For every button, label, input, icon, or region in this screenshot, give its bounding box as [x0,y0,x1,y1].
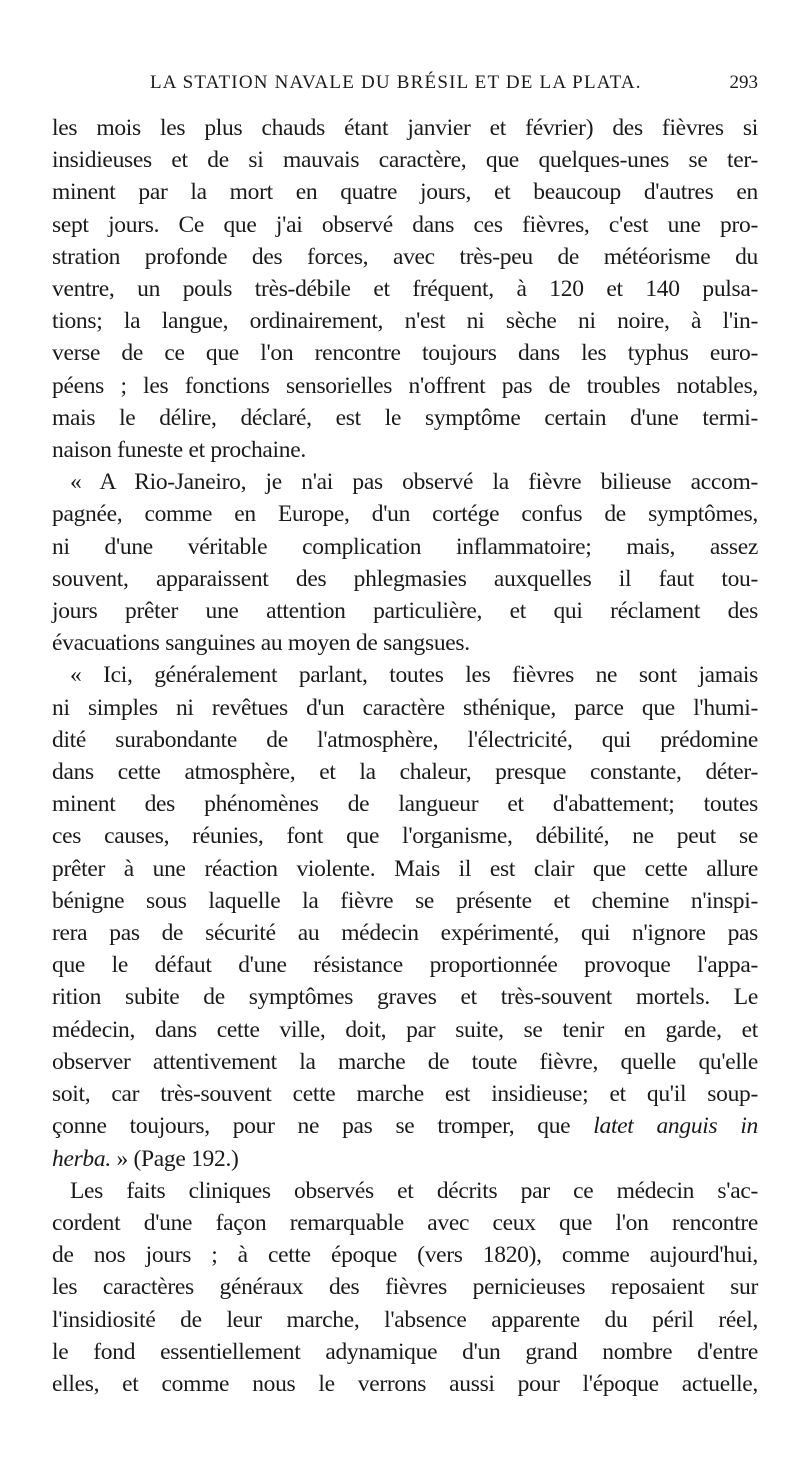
text-line: ni simples ni revêtues d'un caractère sthénique, parce que l'humi- [52,694,758,721]
text-line: « A Rio-Janeiro, je n'ai pas observé la fièvre bilieuse accom- [70,469,758,496]
text-line: prêter à une réaction violente. Mais il est clair que cette allure [52,855,758,882]
text-line [52,1143,758,1175]
paragraph [52,466,758,659]
text-line: mais le délire, déclaré, est le symptôme certain d'une termi- [52,404,758,431]
text-line: péens ; les fonctions sensorielles n'offrent pas de troubles notables, [52,372,758,399]
latin-quote: herba. [52,1145,111,1172]
text-line: que le défaut d'une résistance proportionnée provoque l'appa- [52,952,758,979]
text-line: sept jours. Ce que j'ai observé dans ces fièvres, c'est une pro- [52,211,758,238]
text-line: pagnée, comme en Europe, d'un cortége confus de symptômes, [52,501,758,528]
text-line: les caractères généraux des fièvres pernicieuses reposaient sur [52,1274,758,1301]
text-line: verse de ce que l'on rencontre toujours dans les typhus euro- [52,340,758,367]
paragraph [52,1175,758,1400]
text-line: cordent d'une façon remarquable avec ceux que l'on rencontre [52,1209,758,1236]
text-line: le fond essentiellement adynamique d'un grand nombre d'entre [52,1338,758,1365]
text-span: çonne toujours, pour ne pas se tromper, que [52,1113,571,1140]
text-line: bénigne sous laquelle la fièvre se présente et chemine n'inspi- [52,887,758,914]
text-line: minent des phénomènes de langueur et d'abattement; toutes [52,791,758,818]
text-line: jours prêter une attention particulière, et qui réclament des [52,598,758,625]
text-line [52,1110,758,1142]
text-line: Les faits cliniques observés et décrits par ce médecin s'ac- [70,1177,758,1204]
body-text [52,112,758,1400]
text-line: dité surabondante de l'atmosphère, l'électricité, qui prédomine [52,726,758,753]
text-line: l'insidiosité de leur marche, l'absence apparente du péril réel, [52,1306,758,1333]
text-line: « Ici, généralement parlant, toutes les fièvres ne sont jamais [70,662,758,689]
text-line: rera pas de sécurité au médecin expérimenté, qui n'ignore pas [52,920,758,947]
text-line: ventre, un pouls très-débile et fréquent, à 120 et 140 pulsa- [52,276,758,303]
text-line: observer attentivement la marche de toute fièvre, quelle qu'elle [52,1048,758,1075]
running-title: LA STATION NAVALE DU BRÉSIL ET DE LA PLATA. [150,72,642,93]
page-number: 293 [729,72,758,93]
text-line: dans cette atmosphère, et la chaleur, presque constante, déter- [52,759,758,786]
text-line: de nos jours ; à cette époque (vers 1820), comme aujourd'hui, [52,1242,758,1269]
text-line: médecin, dans cette ville, doit, par suite, se tenir en garde, et [52,1016,758,1043]
text-line: les mois les plus chauds étant janvier et février) des fièvres si [52,115,758,141]
text-line: insidieuses et de si mauvais caractère, que quelques-unes se ter- [52,147,758,174]
text-line: ces causes, réunies, font que l'organisme, débilité, ne peut se [52,823,758,850]
text-line: elles, et comme nous le verrons aussi pour l'époque actuelle, [52,1370,758,1397]
text-line: soit, car très-souvent cette marche est insidieuse; et qu'il soup- [52,1081,758,1108]
text-line: minent par la mort en quatre jours, et beaucoup d'autres en [52,179,758,206]
paragraph [52,659,758,1174]
text-span: » (Page 192.) [116,1145,239,1172]
page-header [50,72,758,102]
text-line: souvent, apparaissent des phlegmasies auxquelles il faut tou- [52,565,758,592]
text-line: évacuations sanguines au moyen de sangsues. [52,630,470,657]
text-line: naison funeste et prochaine. [52,437,306,464]
text-line: ni d'une véritable complication inflammatoire; mais, assez [52,533,758,560]
text-line: rition subite de symptômes graves et très-souvent mortels. Le [52,984,758,1011]
text-line: tions; la langue, ordinairement, n'est ni sèche ni noire, à l'in- [52,308,758,335]
latin-quote: latet anguis in [593,1113,758,1140]
text-line: stration profonde des forces, avec très-peu de météorisme du [52,243,758,270]
paragraph [52,112,758,466]
